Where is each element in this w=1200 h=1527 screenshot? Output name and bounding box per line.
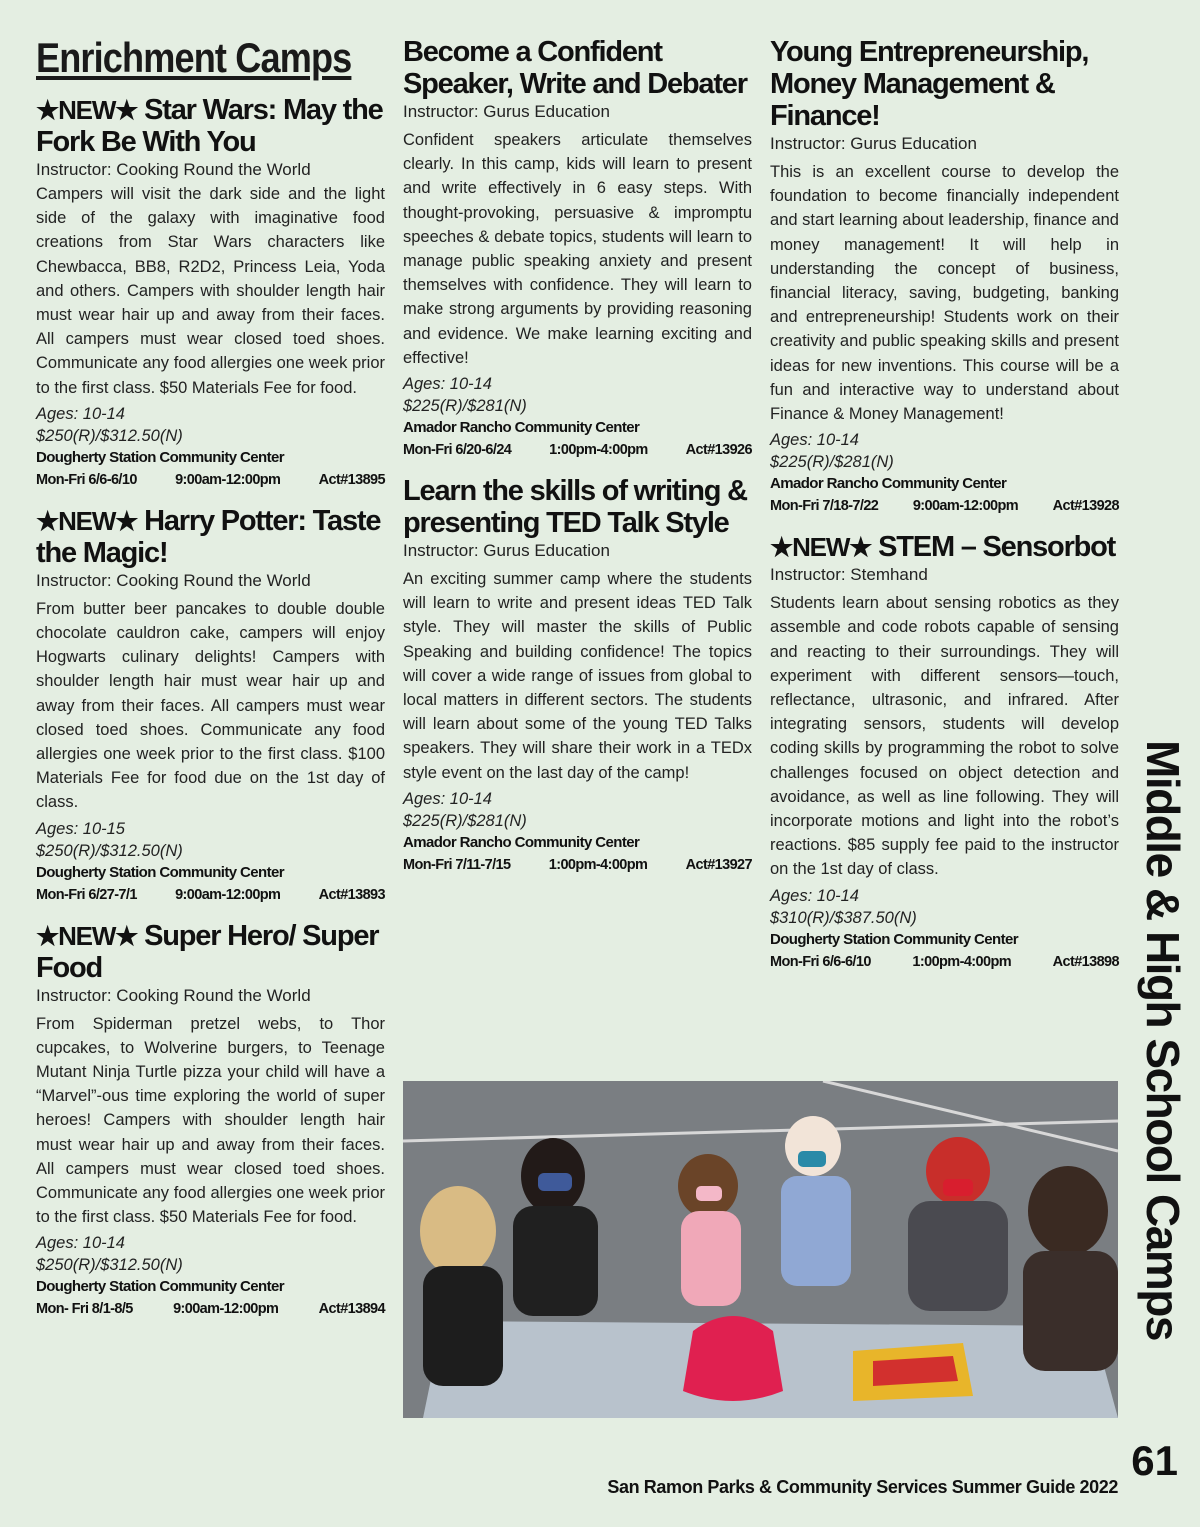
camp-location: Dougherty Station Community Center xyxy=(36,448,284,466)
camp-time: 9:00am-12:00pm xyxy=(175,471,281,488)
section-side-title: Middle & High School Camps xyxy=(1137,740,1189,1340)
camp-location: Dougherty Station Community Center xyxy=(36,1278,284,1296)
camp-time: 9:00am-12:00pm xyxy=(173,1301,279,1318)
column-3 xyxy=(770,36,1119,987)
new-badge: ★NEW★ xyxy=(770,532,872,563)
camp-activity-number: Act#13893 xyxy=(318,886,385,903)
camp-instructor: Instructor: Cooking Round the World xyxy=(36,160,311,179)
camp-instructor: Instructor: Gurus Education xyxy=(403,102,610,121)
camp-title: ★NEW★ Harry Potter: Taste the Magic! xyxy=(36,504,381,569)
camp-listing xyxy=(36,505,385,906)
camp-title: Learn the skills of writing & presenting TED Talk Style xyxy=(403,475,747,540)
camp-price: $225(R)/$281(N) xyxy=(403,397,527,416)
camp-description: Confident speakers articulate themselves clearly. In this camp, kids will learn to present and write effectively in 6 easy steps. With thought-provoking, persuasive & impromptu speeches & debate topics, students will learn to manage public speaking anxiety and present themselves with confidence. They will learn to make strong arguments by providing reasoning and evidence. We make learning exciting and effective! xyxy=(403,131,752,367)
camp-description: From Spiderman pretzel webs, to Thor cupcakes, to Wolverine burgers, to Teenage Mutant Ninja Turtle pizza your child will have a “Marvel”-ous time exploring the world of super heroes! Campers with shoulder length hair must wear hair up and away from their faces. All campers must wear closed toed shoes. Communicate any food allergies one week prior to the first class. $50 Materials Fee for food. xyxy=(36,1014,385,1227)
camp-title: Young Entrepreneurship, Money Management & Finance! xyxy=(770,36,1089,132)
camp-activity-number: Act#13898 xyxy=(1052,953,1119,970)
page-number: 61 xyxy=(1131,1437,1178,1484)
camp-ages: Ages: 10-14 xyxy=(403,375,492,394)
column-1 xyxy=(36,36,385,1334)
camp-ages: Ages: 10-14 xyxy=(770,886,859,905)
camp-time: 1:00pm-4:00pm xyxy=(549,442,648,459)
new-badge: ★NEW★ xyxy=(36,920,138,951)
campers-photo-illustration xyxy=(403,1081,1118,1418)
campers-photo xyxy=(403,1081,1118,1418)
camp-price: $225(R)/$281(N) xyxy=(770,453,894,472)
camp-dates: Mon-Fri 6/27-7/1 xyxy=(36,886,137,903)
camp-dates: Mon-Fri 6/6-6/10 xyxy=(770,953,871,970)
camp-listing xyxy=(36,94,385,491)
camp-title: ★NEW★ Super Hero/ Super Food xyxy=(36,919,379,984)
camp-title: ★NEW★ STEM – Sensorbot xyxy=(770,531,1116,564)
section-title: Enrichment Camps xyxy=(36,34,352,81)
camp-title: ★NEW★ Star Wars: May the Fork Be With You xyxy=(36,94,383,158)
camp-description: An exciting summer camp where the students will learn to write and present ideas TED Talk style. They will master the skills of Public Speaking and building confidence! The topics will cover a wide range of issues from global to local matters in different sectors. The students will learn about some of the young TED Talks speakers. They will share their work in a TEDx style event on the last day of the camp! xyxy=(403,570,752,782)
camp-schedule xyxy=(770,495,1119,517)
camp-activity-number: Act#13894 xyxy=(318,1301,385,1318)
camp-activity-number: Act#13928 xyxy=(1052,498,1119,515)
camp-instructor: Instructor: Gurus Education xyxy=(770,134,977,153)
camp-price: $250(R)/$312.50(N) xyxy=(36,426,183,445)
camp-location: Dougherty Station Community Center xyxy=(36,863,284,881)
camp-description: Students learn about sensing robotics as they assemble and code robots capable of sensing and reacting to their surroundings. They will experiment with different sensors—touch, reflectance, ultrasonic, and infrared. After integrating sensors, students will develop coding skills by programming the robot to solve challenges focused on object detection and avoidance, as well as line following. They will incorporate motions and light into the robot’s reactions. $85 supply fee paid to the instructor on the 1st day of class. xyxy=(770,594,1119,879)
camp-time: 1:00pm-4:00pm xyxy=(548,856,648,873)
camp-dates: Mon-Fri 6/20-6/24 xyxy=(403,442,512,459)
camp-ages: Ages: 10-14 xyxy=(36,1234,125,1253)
camp-activity-number: Act#13927 xyxy=(685,856,752,873)
camp-instructor: Instructor: Cooking Round the World xyxy=(36,985,311,1005)
camp-listing xyxy=(403,36,752,461)
new-badge: ★NEW★ xyxy=(36,95,138,125)
camp-instructor: Instructor: Stemhand xyxy=(770,565,928,585)
camp-location: Amador Rancho Community Center xyxy=(403,419,640,437)
camp-schedule xyxy=(36,884,385,906)
camp-schedule xyxy=(36,469,385,491)
camp-dates: Mon-Fri 7/18-7/22 xyxy=(770,498,879,515)
camp-ages: Ages: 10-15 xyxy=(36,819,125,838)
camp-dates: Mon-Fri 6/6-6/10 xyxy=(36,471,137,488)
camp-schedule xyxy=(770,951,1119,973)
column-2 xyxy=(403,36,752,890)
camp-dates: Mon- Fri 8/1-8/5 xyxy=(36,1301,133,1318)
camp-schedule xyxy=(36,1298,385,1320)
camp-instructor: Instructor: Gurus Education xyxy=(403,541,610,561)
camp-ages: Ages: 10-14 xyxy=(403,789,492,808)
camp-price: $310(R)/$387.50(N) xyxy=(770,908,917,927)
camp-time: 9:00am-12:00pm xyxy=(912,498,1019,515)
camp-ages: Ages: 10-14 xyxy=(36,404,125,423)
camp-price: $250(R)/$312.50(N) xyxy=(36,1256,183,1275)
new-badge: ★NEW★ xyxy=(36,505,138,536)
camp-ages: Ages: 10-14 xyxy=(770,431,859,450)
camp-schedule xyxy=(403,854,752,876)
camp-price: $250(R)/$312.50(N) xyxy=(36,841,183,860)
camp-listing xyxy=(403,475,752,876)
camp-location: Dougherty Station Community Center xyxy=(770,930,1018,948)
camp-dates: Mon-Fri 7/11-7/15 xyxy=(403,856,511,873)
camp-activity-number: Act#13926 xyxy=(685,442,752,459)
camp-title: Become a Confident Speaker, Write and Debater xyxy=(403,36,747,100)
camp-description: Campers will visit the dark side and the light side of the galaxy with imaginative food creations from Star Wars characters like Chewbacca, BB8, R2D2, Princess Leia, Yoda and others. Campers with shoulder length hair must wear hair up and away from their faces. All campers must wear closed toed shoes. Communicate any food allergies one week prior to the first class. $50 Materials Fee for food. xyxy=(36,185,385,397)
camp-listing xyxy=(770,36,1119,517)
camp-schedule xyxy=(403,439,752,461)
camp-description: This is an excellent course to develop the foundation to become financially independent and start learning about leadership, finance and money management! It will help in understanding the concept of business, financial literacy, saving, budgeting, banking and entrepreneurship! Students work on their creativity and public speaking skills and present ideas for new inventions. This course will be a fun and interactive way to understand about Finance & Money Management! xyxy=(770,163,1119,424)
camp-description: From butter beer pancakes to double double chocolate cauldron cake, campers will enjoy Hogwarts culinary delights! Campers with shoulder length hair must wear hair up and away from their faces. All campers must wear closed toed shoes. Communicate any food allergies one week prior to the first class. $100 Materials Fee for food due on the 1st day of class. xyxy=(36,599,385,812)
camp-activity-number: Act#13895 xyxy=(318,471,385,488)
footer-publication: San Ramon Parks & Community Services Summer Guide 2022 xyxy=(607,1477,1118,1497)
camp-instructor: Instructor: Cooking Round the World xyxy=(36,570,311,590)
camp-time: 1:00pm-4:00pm xyxy=(912,953,1011,970)
camp-location: Amador Rancho Community Center xyxy=(403,833,640,851)
camp-location: Amador Rancho Community Center xyxy=(770,475,1007,493)
camp-listing xyxy=(770,531,1119,972)
camp-listing xyxy=(36,920,385,1321)
camp-price: $225(R)/$281(N) xyxy=(403,811,527,830)
camp-time: 9:00am-12:00pm xyxy=(175,886,281,903)
